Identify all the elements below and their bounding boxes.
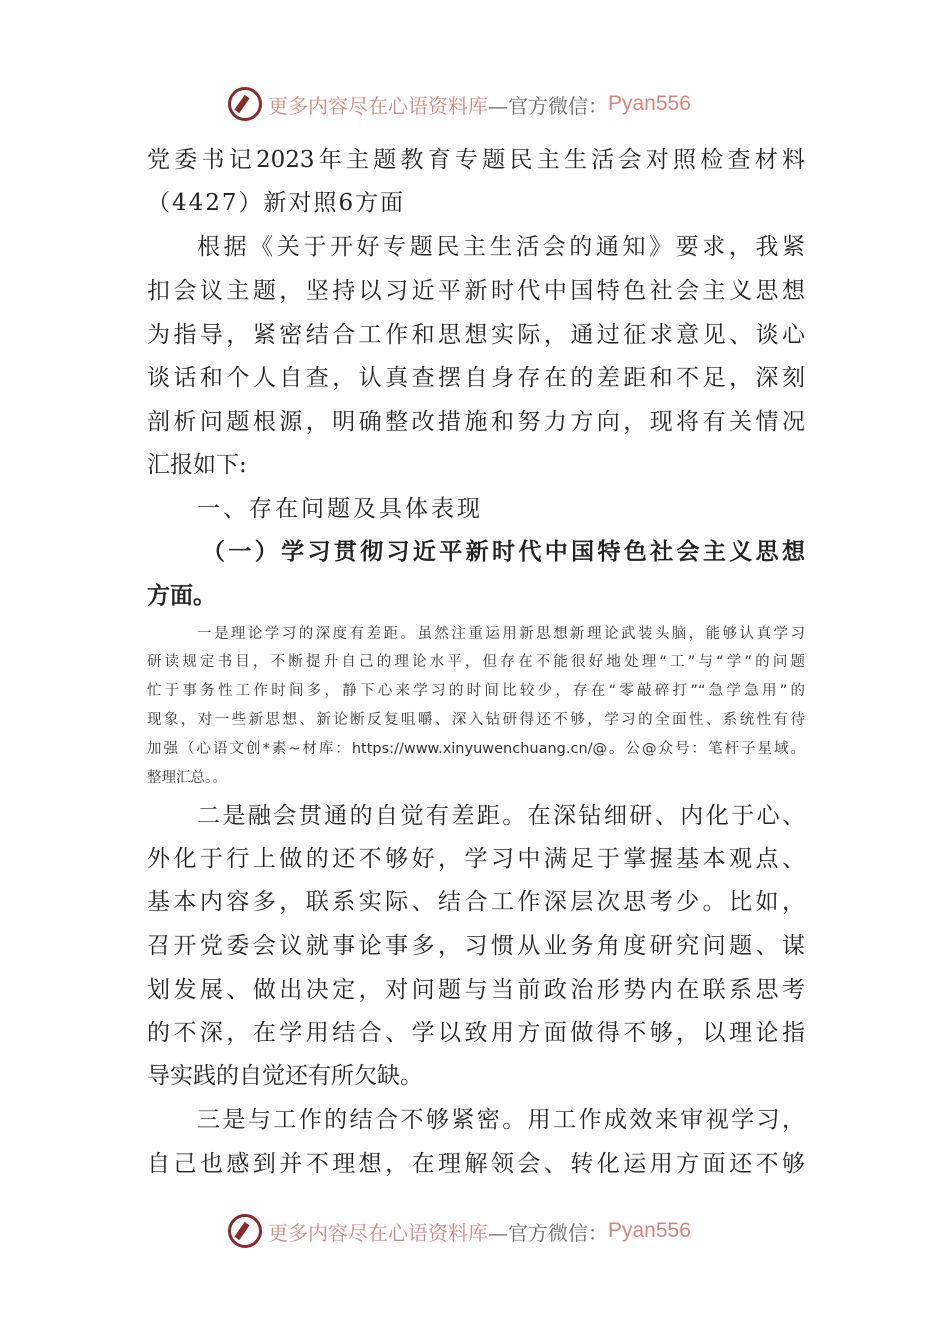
para2-line: 基本内容多，联系实际、结合工作深层次思考少。比如， (147, 889, 805, 915)
para1-line: 整理汇总。。 (147, 770, 227, 786)
para2-line: 召开党委会议就事论事多，习惯从业务角度研究问题、谋 (147, 933, 805, 959)
intro-line: 为指导，紧密结合工作和思想实际，通过征求意见、谈心 (147, 322, 805, 348)
banner-wechat-id: Pyan556 (608, 92, 691, 115)
banner-wechat-label: —官方微信： (488, 93, 608, 118)
intro-line: 扣会议主题，坚持以习近平新时代中国特色社会主义思想 (147, 278, 805, 304)
intro-line: 谈话和个人自查，认真查摆自身存在的差距和不足，深刻 (147, 365, 805, 391)
para1-line: 现象，对一些新思想、新论断反复咀嚼、深入钻研得还不够，学习的全面性、系统性有待 (147, 712, 805, 728)
para2-line: 导实践的自觉还有所欠缺。 (147, 1063, 423, 1089)
intro-line: 根据《关于开好专题民主生活会的通知》要求，我紧 (197, 234, 805, 260)
para3-line: 自己也感到并不理想，在理解领会、转化运用方面还不够 (147, 1151, 805, 1177)
para2-line: 二是融会贯通的自觉有差距。在深钻细研、内化于心、 (197, 803, 805, 829)
para1-line: 研读规定书目，不断提升自己的理论水平，但存在不能很好地处理“工”与“学”的问题 (147, 654, 805, 670)
section-heading: 一、存在问题及具体表现 (197, 496, 483, 522)
pen-logo-icon (228, 1214, 262, 1248)
header-banner (228, 84, 728, 124)
doc-title: 党委书记2023年主题教育专题民主生活会对照检查材料 (147, 147, 805, 173)
para2-line: 划发展、做出决定，对问题与当前政治形势内在联系思考 (147, 977, 805, 1003)
intro-line: 剖析问题根源，明确整改措施和努力方向，现将有关情况 (147, 409, 805, 435)
footer-banner (228, 1211, 728, 1251)
subsection-heading: （一）学习贯彻习近平新时代中国特色社会主义思想 (202, 538, 805, 565)
subsection-heading: 方面。 (147, 582, 216, 609)
para1-line: 加强（心语文创*素~材库：https://www.xinyuwenchuang.cn/@。公@众号：笔杆子星域。 (147, 741, 805, 757)
banner-wechat-label: —官方微信： (488, 1220, 608, 1245)
banner-text: 更多内容尽在心语资料库 (268, 1220, 488, 1245)
intro-line: 汇报如下: (147, 452, 247, 478)
doc-title: （4427）新对照6方面 (147, 190, 406, 216)
para1-line: 一是理论学习的深度有差距。虽然注重运用新思想新理论武装头脑，能够认真学习 (197, 626, 805, 642)
pen-logo-icon (228, 87, 262, 121)
banner-wechat-id: Pyan556 (608, 1219, 691, 1242)
para1-line: 忙于事务性工作时间多，静下心来学习的时间比较少，存在“零敲碎打”“急学急用”的 (147, 683, 805, 699)
para3-line: 三是与工作的结合不够紧密。用工作成效来审视学习， (197, 1107, 805, 1133)
para2-line: 的不深，在学用结合、学以致用方面做得不够，以理论指 (147, 1020, 805, 1046)
para2-line: 外化于行上做的还不够好，学习中满足于掌握基本观点、 (147, 846, 805, 872)
banner-text: 更多内容尽在心语资料库 (268, 93, 488, 118)
